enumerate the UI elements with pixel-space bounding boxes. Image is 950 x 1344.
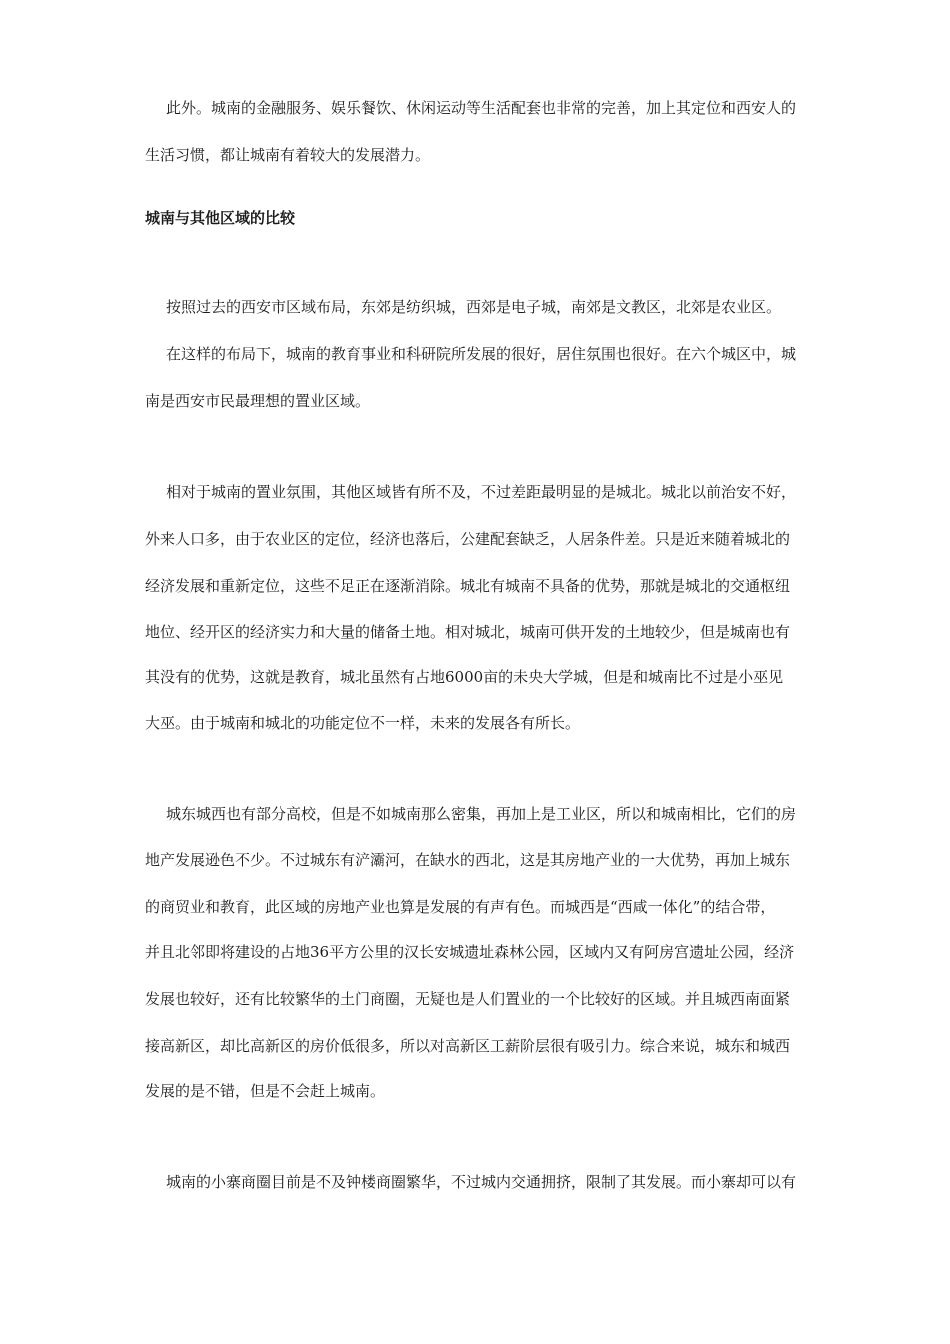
paragraph-line: 按照过去的西安市区域布局，东郊是纺织城，西郊是电子城，南郊是文教区，北郊是农业区。 xyxy=(166,298,782,316)
paragraph-line: 大巫。由于城南和城北的功能定位不一样，未来的发展各有所长。 xyxy=(145,714,581,732)
paragraph-line: 地产发展逊色不少。不过城东有浐灞河，在缺水的西北，这是其房地产业的一大优势，再加上城东 xyxy=(145,851,791,869)
paragraph-line: 生活习惯，都让城南有着较大的发展潜力。 xyxy=(145,146,431,164)
paragraph-line: 城南的小寨商圈目前是不及钟楼商圈繁华，不过城内交通拥挤，限制了其发展。而小寨却可以有 xyxy=(166,1173,797,1191)
paragraph-line: 并且北邻即将建设的占地36平方公里的汉长安城遗址森林公园，区域内又有阿房宫遗址公园，经济 xyxy=(145,943,795,961)
paragraph-line: 外来人口多，由于农业区的定位，经济也落后，公建配套缺乏，人居条件差。只是近来随着城北的 xyxy=(145,530,791,548)
section-heading: 城南与其他区域的比较 xyxy=(145,209,296,227)
paragraph-line: 地位、经开区的经济实力和大量的储备土地。相对城北，城南可供开发的土地较少，但是城南也有 xyxy=(145,623,791,641)
paragraph-line: 此外。城南的金融服务、娱乐餐饮、休闲运动等生活配套也非常的完善，加上其定位和西安人的 xyxy=(166,99,797,117)
paragraph-line: 经济发展和重新定位，这些不足正在逐渐消除。城北有城南不具备的优势，那就是城北的交通枢纽 xyxy=(145,577,791,595)
paragraph-line: 在这样的布局下，城南的教育事业和科研院所发展的很好，居住氛围也很好。在六个城区中，城 xyxy=(166,345,797,363)
paragraph-line: 其没有的优势，这就是教育，城北虽然有占地6000亩的未央大学城，但是和城南比不过是小巫见 xyxy=(145,668,784,686)
paragraph-line: 的商贸业和教育，此区域的房地产业也算是发展的有声有色。而城西是“西咸一体化”的结合带， xyxy=(145,898,776,916)
paragraph-line: 城东城西也有部分高校，但是不如城南那么密集，再加上是工业区，所以和城南相比，它们的房 xyxy=(166,805,797,823)
paragraph-line: 相对于城南的置业氛围，其他区域皆有所不及，不过差距最明显的是城北。城北以前治安不好， xyxy=(166,483,797,501)
paragraph-line: 发展也较好，还有比较繁华的土门商圈，无疑也是人们置业的一个比较好的区域。并且城西南面紧 xyxy=(145,990,791,1008)
paragraph-line: 接高新区，却比高新区的房价低很多，所以对高新区工薪阶层很有吸引力。综合来说，城东和城西 xyxy=(145,1037,791,1055)
paragraph-line: 发展的是不错，但是不会赶上城南。 xyxy=(145,1082,386,1100)
paragraph-line: 南是西安市民最理想的置业区域。 xyxy=(145,392,371,410)
